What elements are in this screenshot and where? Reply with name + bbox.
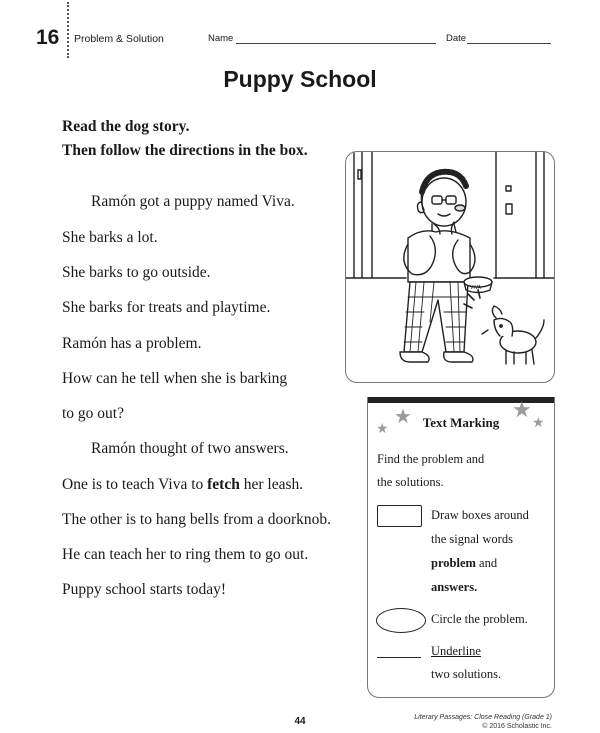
star-icon: ★ bbox=[512, 397, 532, 422]
box-instruction: the signal words bbox=[431, 532, 513, 546]
story-text: her leash. bbox=[239, 476, 304, 493]
star-icon: ★ bbox=[394, 406, 412, 428]
section-label: Problem & Solution bbox=[74, 33, 164, 45]
story-line: How can he tell when she is barking bbox=[62, 370, 288, 387]
underline-instruction: Underline bbox=[431, 644, 481, 658]
page-number: 16 bbox=[36, 26, 60, 49]
circle-instruction: Circle the problem. bbox=[431, 612, 528, 626]
story-bold-word: fetch bbox=[207, 476, 240, 493]
footer-page-number: 44 bbox=[294, 716, 306, 727]
story-line: The other is to hang bells from a doorknob. bbox=[62, 511, 332, 528]
box-instruction: Draw boxes around bbox=[431, 508, 529, 522]
circle-symbol bbox=[376, 608, 426, 633]
date-label: Date bbox=[446, 33, 467, 44]
intro-line: the solutions. bbox=[377, 475, 444, 489]
story-illustration bbox=[345, 151, 555, 383]
text-marking-title: Text Marking bbox=[422, 415, 500, 430]
star-icon: ★ bbox=[532, 416, 545, 431]
name-label: Name bbox=[208, 33, 234, 44]
citation-copyright: © 2016 Scholastic Inc. bbox=[482, 723, 552, 730]
box-text: and bbox=[475, 556, 498, 570]
underline-instruction: two solutions. bbox=[431, 667, 502, 681]
box-symbol bbox=[377, 505, 422, 527]
star-icon: ★ bbox=[376, 422, 389, 437]
direction-line-2: Then follow the directions in the box. bbox=[62, 142, 308, 159]
signal-word: problem bbox=[431, 556, 476, 570]
story-line: Ramón got a puppy named Viva. bbox=[91, 193, 295, 210]
text-marking-box bbox=[367, 397, 555, 698]
footer-citation bbox=[414, 713, 552, 731]
story-line: to go out? bbox=[62, 405, 124, 422]
date-line bbox=[467, 43, 551, 44]
story-line: Puppy school starts today! bbox=[62, 581, 227, 598]
bowl-label: VIVA bbox=[470, 285, 482, 291]
direction-line-1: Read the dog story. bbox=[62, 118, 190, 135]
story-line: Ramón thought of two answers. bbox=[91, 440, 289, 457]
name-line bbox=[236, 43, 436, 44]
box-instruction bbox=[431, 556, 497, 571]
page-title: Puppy School bbox=[223, 66, 377, 92]
box-instruction bbox=[431, 580, 477, 595]
intro-line: Find the problem and bbox=[377, 452, 485, 466]
story-line: She barks for treats and playtime. bbox=[62, 299, 271, 316]
story-line: Ramón has a problem. bbox=[62, 335, 202, 352]
story-line bbox=[62, 476, 303, 494]
story-text: One is to teach Viva to bbox=[62, 476, 208, 493]
story-line: He can teach her to ring them to go out. bbox=[62, 546, 309, 563]
dotted-divider bbox=[67, 2, 69, 58]
story-line: She barks to go outside. bbox=[62, 264, 211, 281]
citation-title: Literary Passages: Close Reading (Grade 1) bbox=[414, 714, 552, 721]
story-line: She barks a lot. bbox=[62, 229, 158, 246]
page-header bbox=[0, 0, 600, 60]
box-period: . bbox=[474, 580, 478, 594]
signal-word: answers bbox=[431, 580, 475, 594]
boy-and-puppy-drawing bbox=[346, 152, 554, 382]
underline-symbol bbox=[377, 657, 421, 658]
